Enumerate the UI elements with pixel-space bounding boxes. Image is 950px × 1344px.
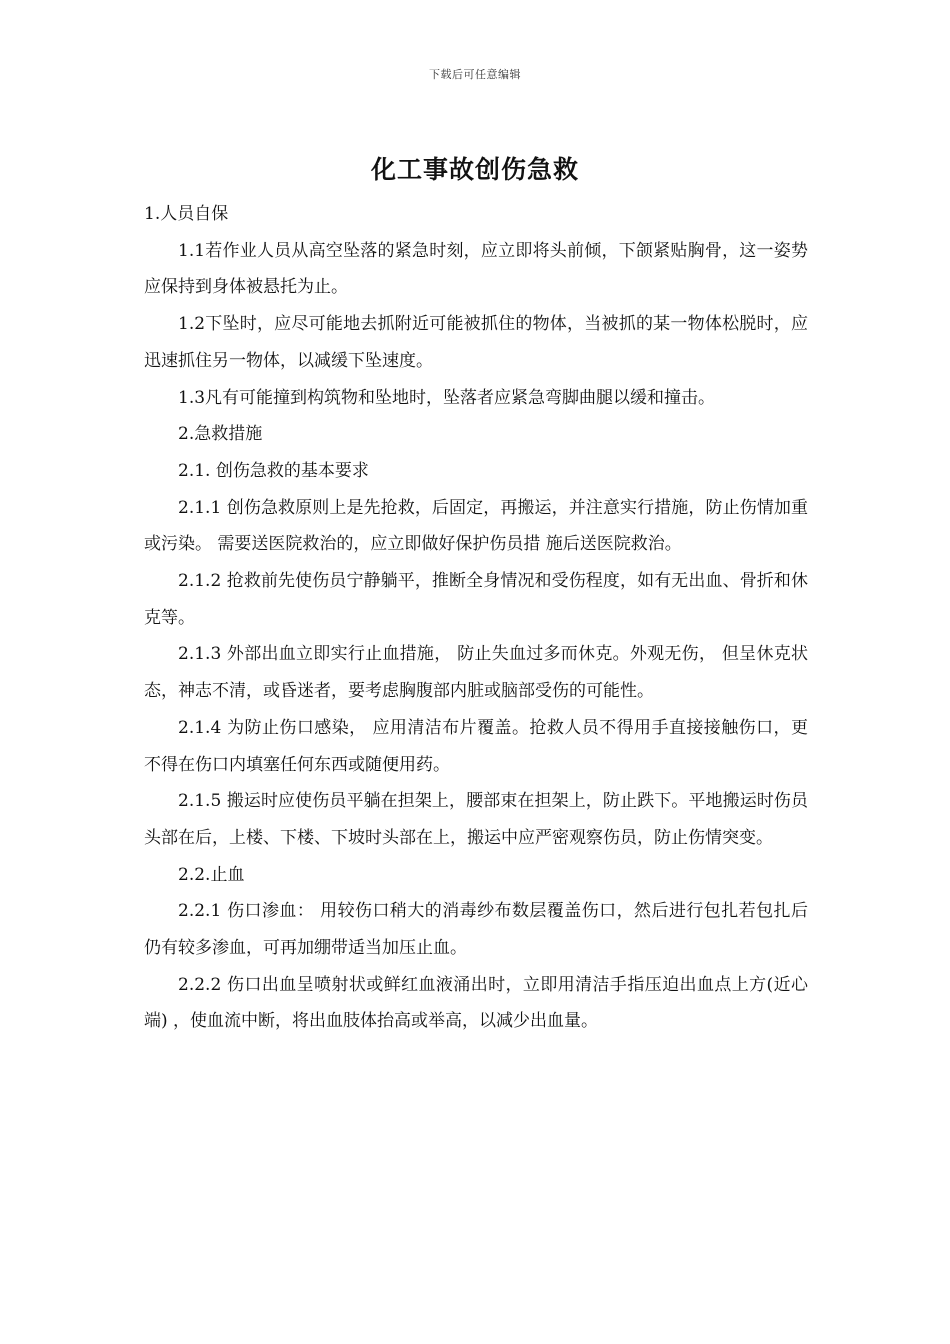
paragraph-1-2: 1.2下坠时，应尽可能地去抓附近可能被抓住的物体，当被抓的某一物体松脱时，应迅速抓住另一物体，以减缓下坠速度。 <box>144 314 808 371</box>
paragraph-2-1-2: 2.1.2 抢救前先使伤员宁静躺平，推断全身情况和受伤程度，如有无出血、骨折和休克等。 <box>144 571 808 628</box>
paragraph-2-1-5: 2.1.5 搬运时应使伤员平躺在担架上，腰部束在担架上，防止跌下。平地搬运时伤员头部在后，上楼、下楼、下坡时头部在上，搬运中应严密观察伤员，防止伤情突变。 <box>144 791 808 848</box>
paragraph-2-1-1: 2.1.1 创伤急救原则上是先抢救，后固定，再搬运，并注意实行措施，防止伤情加重或污染。 需要送医院救治的，应立即做好保护伤员措 施后送医院救治。 <box>144 497 808 555</box>
subsection-heading-hemostasis: 2.2.止血 <box>178 864 245 885</box>
paragraph-2-2-1: 2.2.1 伤口渗血： 用较伤口稍大的消毒纱布数层覆盖伤口，然后进行包扎若包扎后仍有较多渗血，可再加绷带适当加压止血。 <box>144 901 808 959</box>
document-title: 化工事故创伤急救 <box>370 155 579 184</box>
document-body <box>144 196 808 1040</box>
paragraph-1-1: 1.1若作业人员从高空坠落的紧急时刻，应立即将头前倾，下颌紧贴胸骨，这一姿势应保持到身体被悬托为止。 <box>144 240 808 298</box>
section-heading-personal-protection: 1.人员自保 <box>144 204 229 224</box>
header-note: 下载后可任意编辑 <box>429 68 521 81</box>
paragraph-2-2-2: 2.2.2 伤口出血呈喷射状或鲜红血液涌出时，立即用清洁手指压迫出血点上方(近心端) ，使血流中断，将出血肢体抬高或举高，以减少出血量。 <box>144 974 808 1032</box>
paragraph-2-1-3: 2.1.3 外部出血立即实行止血措施， 防止失血过多而休克。外观无伤， 但呈休克状态，神志不清，或昏迷者，要考虑胸腹部内脏或脑部受伤的可能性。 <box>144 644 808 702</box>
paragraph-1-3: 1.3凡有可能撞到构筑物和坠地时，坠落者应紧急弯脚曲腿以缓和撞击。 <box>178 387 716 408</box>
section-heading-first-aid: 2.急救措施 <box>178 424 263 445</box>
subsection-heading-basic-requirements: 2.1. 创伤急救的基本要求 <box>178 460 369 481</box>
paragraph-2-1-4: 2.1.4 为防止伤口感染， 应用清洁布片覆盖。抢救人员不得用手直接接触伤口，更不得在伤口内填塞任何东西或随便用药。 <box>144 717 808 775</box>
